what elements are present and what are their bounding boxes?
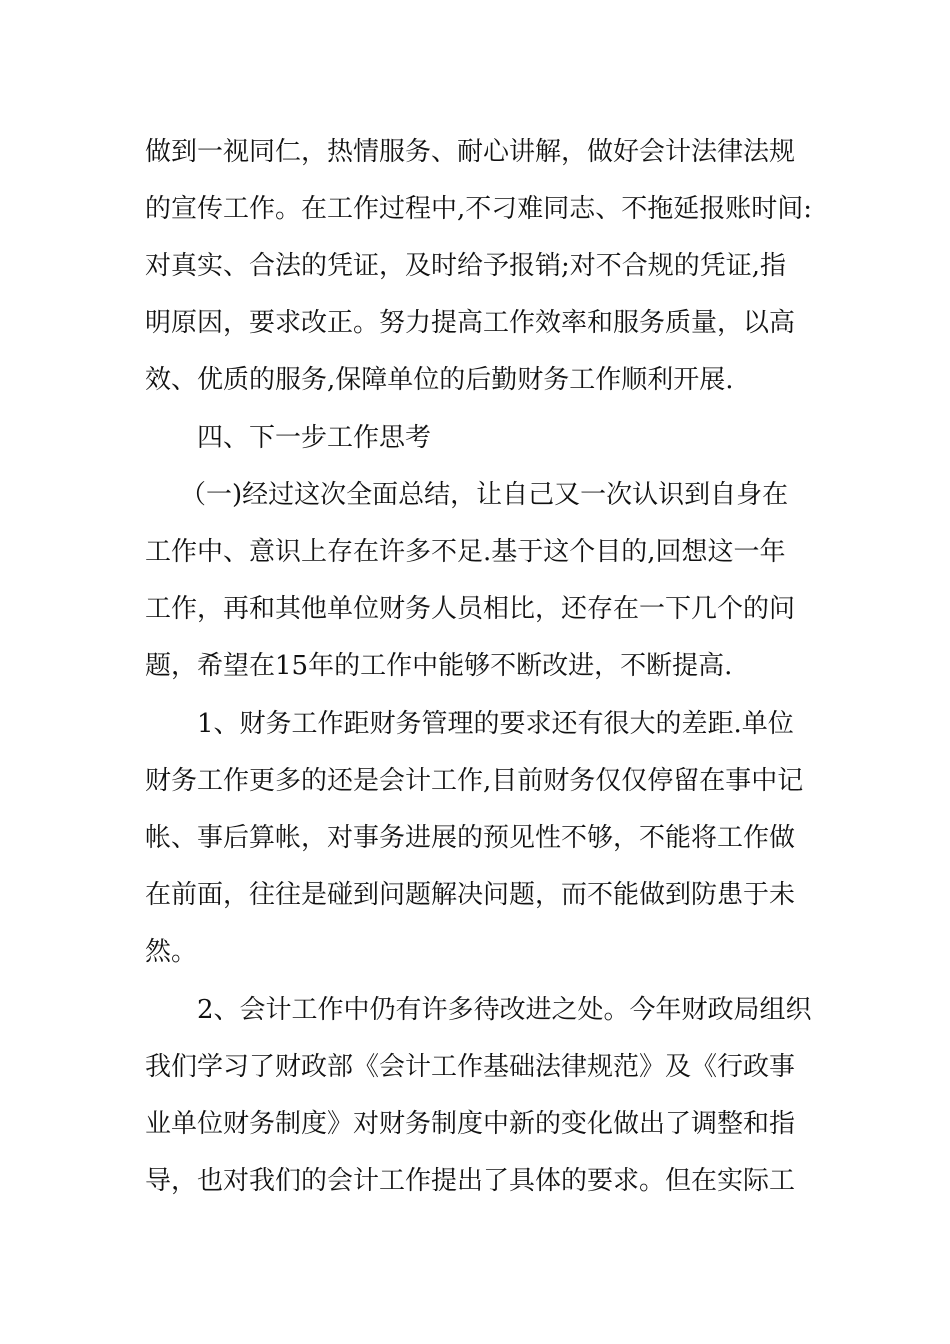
text-line: 的宣传工作。在工作过程中,不刁难同志、不拖延报账时间: (145, 194, 813, 224)
text-line: 1、财务工作距财务管理的要求还有很大的差距.单位 (197, 709, 794, 739)
text-line: 在前面，往往是碰到问题解决问题，而不能做到防患于未 (145, 880, 796, 910)
text-line: 业单位财务制度》对财务制度中新的变化做出了调整和指 (145, 1109, 796, 1139)
text-line: 明原因，要求改正。努力提高工作效率和服务质量，以高 (145, 308, 796, 338)
text-line: 工作，再和其他单位财务人员相比，还存在一下几个的问 (145, 594, 796, 624)
text-line: 工作中、意识上存在许多不足.基于这个目的,回想这一年 (145, 537, 786, 567)
text-line: （一)经过这次全面总结，让自己又一次认识到自身在 (180, 480, 789, 510)
text-line: 我们学习了财政部《会计工作基础法律规范》及《行政事 (145, 1052, 796, 1082)
text-line: 帐、事后算帐，对事务进展的预见性不够，不能将工作做 (145, 823, 796, 853)
text-line: 对真实、合法的凭证，及时给予报销;对不合规的凭证,指 (145, 251, 787, 281)
text-line: 导，也对我们的会计工作提出了具体的要求。但在实际工 (145, 1166, 796, 1196)
text-line: 然。 (145, 937, 198, 967)
text-line: 2、会计工作中仍有许多待改进之处。今年财政局组织 (197, 995, 812, 1025)
section-heading: 四、下一步工作思考 (197, 423, 432, 453)
text-line: 效、优质的服务,保障单位的后勤财务工作顺利开展. (145, 365, 734, 395)
text-line: 题，希望在15年的工作中能够不断改进，不断提高. (145, 651, 733, 681)
text-line: 财务工作更多的还是会计工作,目前财务仅仅停留在事中记 (145, 766, 804, 796)
text-line: 做到一视同仁，热情服务、耐心讲解，做好会计法律法规 (145, 137, 796, 167)
